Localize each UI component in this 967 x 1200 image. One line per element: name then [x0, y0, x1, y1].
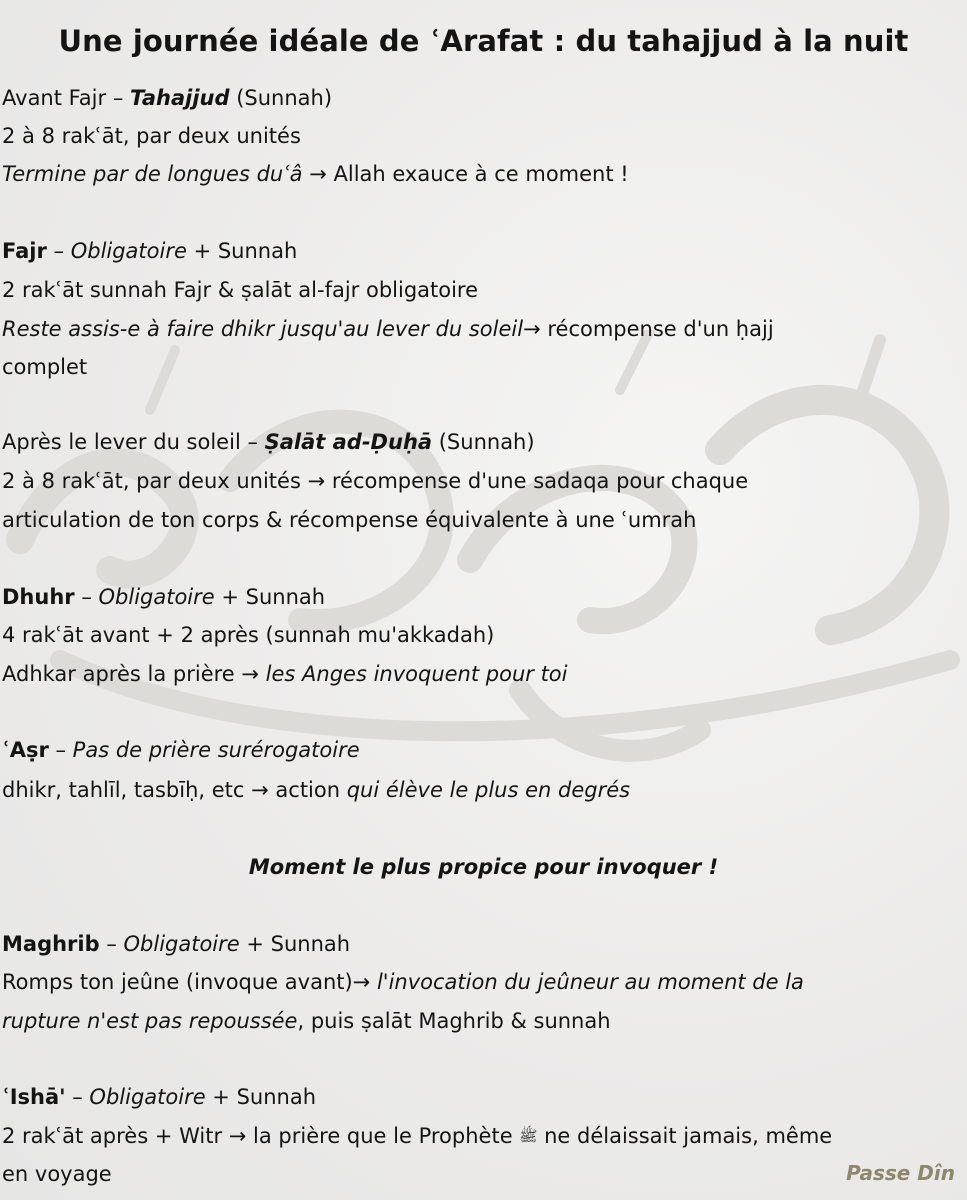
fajr-line-2-rest: → récompense d'un ḥajj: [523, 317, 774, 341]
isha-line-2: en voyage: [2, 1162, 112, 1186]
dhuhr-line-1: 4 rakʿāt avant + 2 après (sunnah mu'akkadah): [2, 623, 495, 647]
asr-heading: [2, 736, 360, 764]
tahajjud-name: Tahajjud: [130, 86, 230, 110]
fajr-kind: Obligatoire: [70, 239, 187, 263]
asr-line-1-plain: dhikr, tahlīl, tasbīḥ, etc → action: [2, 778, 347, 802]
maghrib-line-2-rest: , puis ṣalāt Maghrib & sunnah: [297, 1009, 611, 1033]
tahajjud-line-1: 2 à 8 rakʿāt, par deux unités: [2, 124, 301, 148]
dhuhr-kind: Obligatoire: [98, 585, 215, 609]
tahajjud-line-2-rest: → Allah exauce à ce moment !: [302, 162, 629, 186]
brand-logo: Passe Dîn: [846, 1161, 955, 1185]
isha-kind: Obligatoire: [89, 1085, 206, 1109]
dhuhr-name: Dhuhr: [2, 585, 75, 609]
isha-line-1-before: 2 rakʿāt après + Witr → la prière que le Prophète: [2, 1124, 520, 1148]
duha-line-2: articulation de ton corps & récompense équivalente à une ʿumrah: [2, 508, 697, 532]
fajr-heading: [2, 237, 297, 265]
fajr-line-3: complet: [2, 355, 88, 379]
asr-line-1: [2, 776, 630, 804]
fajr-suffix: + Sunnah: [186, 239, 298, 263]
maghrib-suffix: + Sunnah: [239, 932, 351, 956]
maghrib-line-2: [2, 1007, 611, 1035]
fajr-dash: –: [46, 239, 71, 263]
maghrib-line-1: [2, 968, 804, 996]
isha-dash: –: [65, 1085, 90, 1109]
maghrib-line-2-italic: rupture n'est pas repoussée: [2, 1009, 298, 1033]
duha-name: Ṣalāt ad-Ḍuḥā: [264, 430, 433, 454]
highlight-line: [0, 853, 967, 881]
asr-line-1-italic: qui élève le plus en degrés: [346, 778, 631, 802]
highlight-text: Moment le plus propice pour invoquer !: [248, 855, 719, 879]
maghrib-kind: Obligatoire: [123, 932, 240, 956]
tahajjud-suffix: (Sunnah): [229, 86, 333, 110]
isha-line-1: [2, 1122, 832, 1150]
maghrib-dash: –: [99, 932, 124, 956]
salawat-seal-icon: ﷺ: [519, 1127, 538, 1145]
isha-line-1-after: ne délaissait jamais, même: [537, 1124, 833, 1148]
duha-suffix: (Sunnah): [432, 430, 535, 454]
maghrib-name: Maghrib: [2, 932, 100, 956]
duha-prefix: Après le lever du soleil –: [2, 430, 265, 454]
tahajjud-line-2: [2, 160, 629, 188]
isha-heading: [2, 1083, 316, 1111]
tahajjud-prefix: Avant Fajr –: [2, 86, 130, 110]
asr-kind: Pas de prière surérogatoire: [72, 738, 360, 762]
page-title: Une journée idéale de ʿArafat : du tahajjud à la nuit: [58, 24, 909, 58]
dhuhr-suffix: + Sunnah: [214, 585, 326, 609]
fajr-line-1: 2 rakʿāt sunnah Fajr & ṣalāt al-fajr obligatoire: [2, 278, 479, 302]
duha-line-1: 2 à 8 rakʿāt, par deux unités → récompense d'une sadaqa pour chaque: [2, 469, 749, 493]
dhuhr-dash: –: [74, 585, 99, 609]
maghrib-line-1-italic: l'invocation du jeûneur au moment de la: [376, 970, 804, 994]
duha-heading: [2, 428, 535, 456]
fajr-line-2: [2, 315, 774, 343]
dhuhr-line-2: [2, 660, 567, 688]
tahajjud-line-2-italic: Termine par de longues duʿâ: [2, 162, 303, 186]
maghrib-heading: [2, 930, 350, 958]
asr-name: ʿAṣr: [2, 738, 49, 762]
maghrib-line-1-plain: Romps ton jeûne (invoque avant)→: [2, 970, 377, 994]
dhuhr-line-2-plain: Adhkar après la prière →: [2, 662, 266, 686]
fajr-name: Fajr: [2, 239, 47, 263]
isha-name: ʿIshā': [2, 1085, 66, 1109]
isha-suffix: + Sunnah: [205, 1085, 317, 1109]
asr-dash: –: [48, 738, 73, 762]
tahajjud-heading: [2, 84, 332, 112]
dhuhr-heading: [2, 583, 325, 611]
fajr-line-2-italic: Reste assis-e à faire dhikr jusqu'au lever du soleil: [2, 317, 524, 341]
dhuhr-line-2-italic: les Anges invoquent pour toi: [265, 662, 568, 686]
